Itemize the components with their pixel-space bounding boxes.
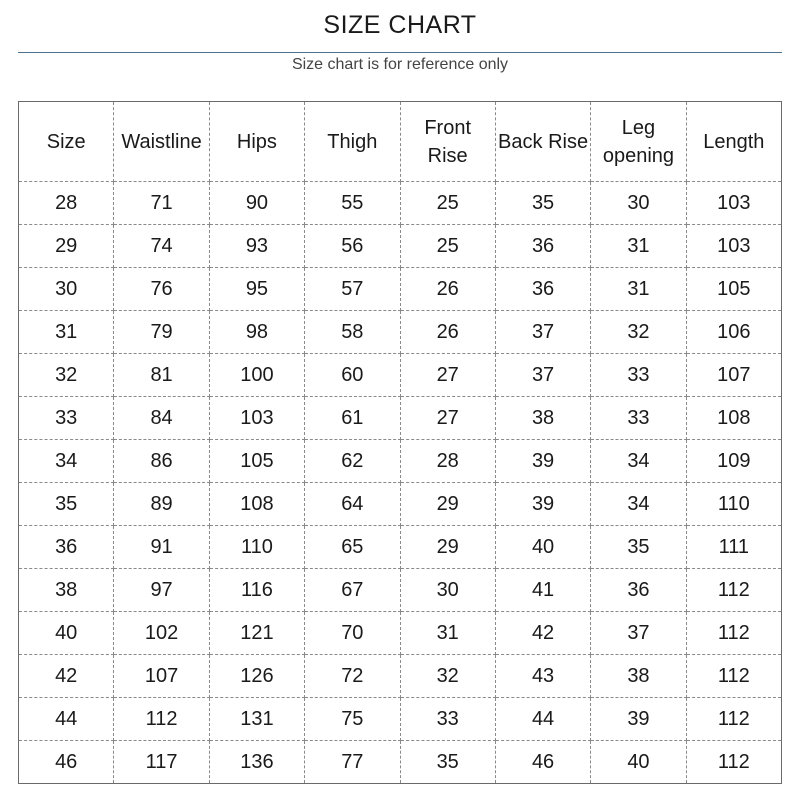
column-header-label: Size [46,130,86,153]
table-cell: 76 [114,268,209,311]
column-header [19,102,114,182]
table-cell: 30 [400,569,495,612]
table-cell: 112 [686,698,781,741]
table-cell: 31 [400,612,495,655]
table-cell: 110 [686,483,781,526]
column-header-label: Waistline [121,130,202,153]
table-cell: 28 [400,440,495,483]
table-cell: 26 [400,268,495,311]
table-cell: 29 [19,225,114,268]
table-cell: 106 [686,311,781,354]
table-cell: 40 [591,741,686,784]
table-cell: 108 [209,483,304,526]
table-cell: 111 [686,526,781,569]
table-cell: 91 [114,526,209,569]
table-cell: 36 [19,526,114,569]
table-cell: 112 [686,569,781,612]
table-cell: 26 [400,311,495,354]
table-cell: 81 [114,354,209,397]
table-cell: 116 [209,569,304,612]
table-cell: 33 [591,397,686,440]
table-cell: 46 [19,741,114,784]
table-cell: 90 [209,182,304,225]
table-cell: 39 [495,483,590,526]
table-cell: 35 [591,526,686,569]
table-cell: 32 [19,354,114,397]
table-cell: 57 [305,268,400,311]
table-cell: 25 [400,182,495,225]
table-row [19,698,782,741]
table-cell: 112 [686,655,781,698]
table-cell: 38 [591,655,686,698]
table-row [19,483,782,526]
table-cell: 89 [114,483,209,526]
column-header-label: Hips [236,130,277,153]
header-row [19,102,782,182]
table-cell: 31 [591,225,686,268]
table-cell: 109 [686,440,781,483]
table-cell: 35 [495,182,590,225]
table-cell: 39 [591,698,686,741]
table-cell: 103 [686,182,781,225]
table-cell: 112 [686,612,781,655]
table-cell: 25 [400,225,495,268]
table-cell: 71 [114,182,209,225]
table-cell: 36 [495,225,590,268]
table-header [19,102,782,182]
table-cell: 65 [305,526,400,569]
table-cell: 60 [305,354,400,397]
table-cell: 34 [19,440,114,483]
table-cell: 74 [114,225,209,268]
table-cell: 67 [305,569,400,612]
table-cell: 33 [591,354,686,397]
table-row [19,311,782,354]
table-row [19,569,782,612]
table-cell: 79 [114,311,209,354]
size-chart-table [18,101,782,784]
table-cell: 44 [19,698,114,741]
table-row [19,354,782,397]
table-cell: 37 [495,354,590,397]
table-cell: 107 [114,655,209,698]
table-cell: 62 [305,440,400,483]
column-header-label: Front [424,116,472,139]
table-cell: 75 [305,698,400,741]
table-cell: 27 [400,397,495,440]
table-cell: 35 [400,741,495,784]
table-cell: 29 [400,483,495,526]
table-cell: 39 [495,440,590,483]
table-cell: 32 [591,311,686,354]
table-cell: 86 [114,440,209,483]
table-row [19,268,782,311]
column-header [209,102,304,182]
table-cell: 72 [305,655,400,698]
table-cell: 34 [591,440,686,483]
table-cell: 31 [591,268,686,311]
table-row [19,741,782,784]
column-header [686,102,781,182]
table-cell: 110 [209,526,304,569]
column-header [114,102,209,182]
table-cell: 131 [209,698,304,741]
table-cell: 36 [495,268,590,311]
table-cell: 107 [686,354,781,397]
table-cell: 37 [591,612,686,655]
table-cell: 30 [19,268,114,311]
table-row [19,397,782,440]
column-header [495,102,590,182]
table-cell: 112 [114,698,209,741]
column-header-label: Thigh [327,130,378,153]
table-cell: 64 [305,483,400,526]
table-cell: 33 [400,698,495,741]
table-row [19,612,782,655]
table-cell: 38 [19,569,114,612]
column-header [305,102,400,182]
table-cell: 105 [686,268,781,311]
table-cell: 32 [400,655,495,698]
table-cell: 35 [19,483,114,526]
table-cell: 98 [209,311,304,354]
table-cell: 27 [400,354,495,397]
table-cell: 29 [400,526,495,569]
table-cell: 38 [495,397,590,440]
table-cell: 126 [209,655,304,698]
column-header-label: Rise [427,144,468,167]
column-header-label: Back Rise [498,130,589,153]
column-header-label: opening [602,144,675,167]
page-title: SIZE CHART [323,11,477,39]
table-body [19,182,782,784]
table-row [19,526,782,569]
table-cell: 46 [495,741,590,784]
table-cell: 33 [19,397,114,440]
table-cell: 93 [209,225,304,268]
table-row [19,182,782,225]
table-cell: 40 [495,526,590,569]
table-cell: 77 [305,741,400,784]
table-cell: 42 [19,655,114,698]
table-cell: 117 [114,741,209,784]
table-cell: 136 [209,741,304,784]
table-cell: 70 [305,612,400,655]
table-cell: 121 [209,612,304,655]
table-cell: 44 [495,698,590,741]
table-cell: 95 [209,268,304,311]
table-cell: 40 [19,612,114,655]
title-divider [18,52,782,53]
table-cell: 105 [209,440,304,483]
table-cell: 36 [591,569,686,612]
table-cell: 30 [591,182,686,225]
column-header-label: Leg [621,116,656,139]
table-cell: 43 [495,655,590,698]
table-cell: 42 [495,612,590,655]
table-cell: 56 [305,225,400,268]
table-cell: 102 [114,612,209,655]
table-cell: 34 [591,483,686,526]
column-header-label: Length [703,130,765,153]
table-cell: 103 [686,225,781,268]
column-header [400,102,495,182]
table-row [19,225,782,268]
table-cell: 55 [305,182,400,225]
table-cell: 100 [209,354,304,397]
table-cell: 61 [305,397,400,440]
table-cell: 97 [114,569,209,612]
table-row [19,440,782,483]
table-cell: 41 [495,569,590,612]
table-cell: 112 [686,741,781,784]
table-row [19,655,782,698]
table-cell: 103 [209,397,304,440]
page-subtitle: Size chart is for reference only [291,56,509,73]
table-cell: 108 [686,397,781,440]
table-cell: 58 [305,311,400,354]
table-cell: 84 [114,397,209,440]
table-cell: 31 [19,311,114,354]
table-cell: 37 [495,311,590,354]
column-header [591,102,686,182]
table-cell: 28 [19,182,114,225]
